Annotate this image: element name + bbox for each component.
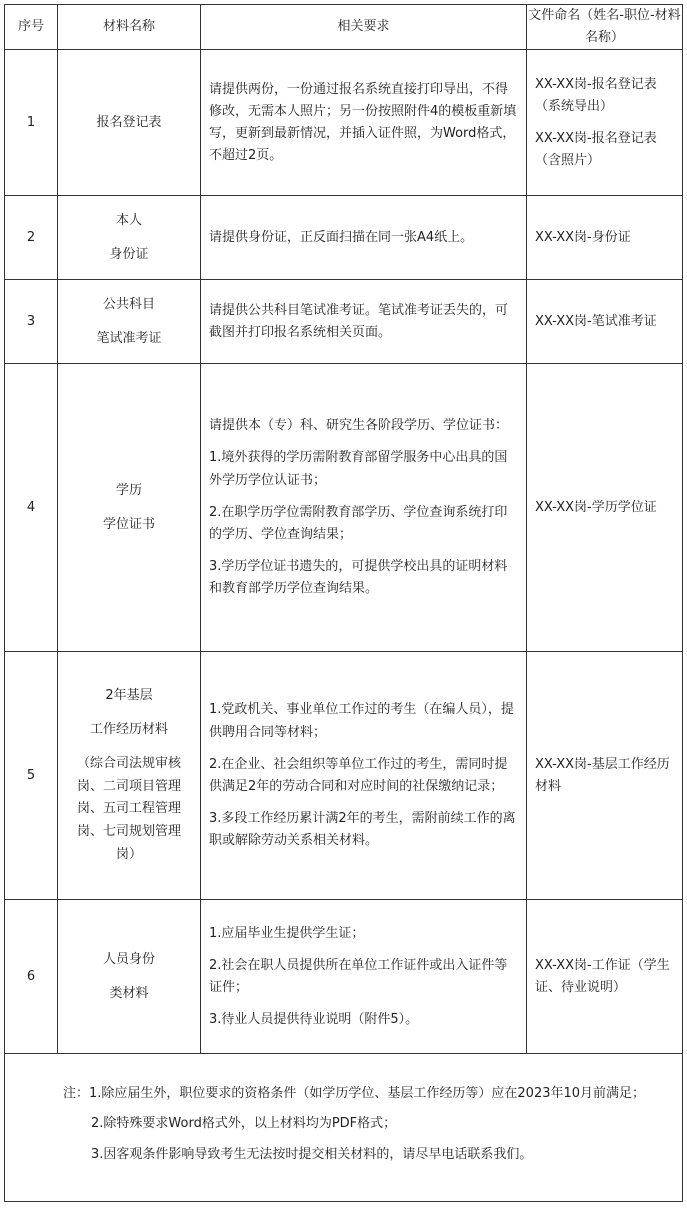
- file-name-text: XX-XX岗-报名登记表（含照片）: [535, 130, 657, 168]
- file-name-text: XX-XX岗-学历学位证: [535, 499, 657, 515]
- header-req: 相关要求: [201, 5, 527, 50]
- notes-row: [5, 1054, 683, 1202]
- file-name-text: XX-XX岗-工作证（学生证、待业说明）: [535, 957, 670, 995]
- file-naming-cell: [527, 50, 683, 196]
- row-number: 2: [5, 196, 58, 280]
- note-text: 注：1.除应届生外，职位要求的资格条件（如学历学位、基层工作经历等）应在2023年10月前满足；: [63, 1085, 646, 1101]
- table-row: [5, 50, 683, 196]
- requirement-cell: [201, 196, 527, 280]
- header-seq: 序号: [5, 5, 58, 50]
- requirement-text: 1.境外获得的学历需附教育部留学服务中心出具的国外学历学位认证书；: [209, 450, 508, 488]
- table-row: [5, 652, 683, 900]
- requirement-text: 请提供身份证，正反面扫描在同一张A4纸上。: [209, 229, 474, 245]
- row-number: 5: [5, 652, 58, 900]
- material-name-line: 报名登记表: [96, 114, 162, 130]
- requirement-cell: [201, 652, 527, 900]
- note-text: 2.除特殊要求Word格式外，以上材料均为PDF格式；: [91, 1116, 397, 1132]
- material-name: [58, 652, 201, 900]
- file-naming-cell: [527, 364, 683, 652]
- requirement-cell: [201, 50, 527, 196]
- material-name-line: 学位证书: [102, 516, 155, 532]
- requirement-text: 2.在职学历学位需附教育部学历、学位查询系统打印的学历、学位查询结果；: [209, 504, 508, 542]
- material-name-line: 工作经历材料: [89, 721, 168, 737]
- file-name-text: XX-XX岗-基层工作经历材料: [535, 756, 670, 794]
- material-name-line: 2年基层: [105, 687, 153, 703]
- material-name: [58, 364, 201, 652]
- material-name: [58, 280, 201, 364]
- row-number: 4: [5, 364, 58, 652]
- table-row: [5, 196, 683, 280]
- material-name-line: 身份证: [109, 246, 149, 262]
- row-number: 1: [5, 50, 58, 196]
- table-row: [5, 900, 683, 1054]
- header-file: 文件命名（姓名-职位-材料名称）: [527, 5, 683, 50]
- header-name: 材料名称: [58, 5, 201, 50]
- requirement-text: 请提供本（专）科、研究生各阶段学历、学位证书：: [209, 418, 509, 434]
- requirement-text: 请提供公共科目笔试准考证。笔试准考证丢失的，可截图并打印报名系统相关页面。: [209, 302, 509, 340]
- requirement-text: 2.社会在职人员提供所在单位工作证件或出入证件等证件；: [209, 957, 508, 995]
- material-name: [58, 900, 201, 1054]
- file-naming-cell: [527, 652, 683, 900]
- material-name-line: 公共科目: [102, 296, 155, 312]
- material-name-line: 笔试准考证: [96, 330, 162, 346]
- table-header-row: [5, 5, 683, 50]
- material-name-line: 学历: [115, 482, 142, 498]
- file-naming-cell: [527, 196, 683, 280]
- requirement-cell: [201, 900, 527, 1054]
- material-name-note: （综合司法规审核岗、二司项目管理岗、五司工程管理岗、七司规划管理岗）: [76, 755, 181, 862]
- file-naming-cell: [527, 900, 683, 1054]
- requirement-text: 1.党政机关、事业单位工作过的考生（在编人员），提供聘用合同等材料；: [209, 702, 514, 740]
- row-number: 3: [5, 280, 58, 364]
- table-row: [5, 364, 683, 652]
- file-name-text: XX-XX岗-笔试准考证: [535, 313, 657, 329]
- requirement-text: 3.学历学位证书遗失的，可提供学校出具的证明材料和教育部学历学位查询结果。: [209, 558, 508, 596]
- material-name-line: 本人: [115, 212, 142, 228]
- material-name: [58, 50, 201, 196]
- file-name-text: XX-XX岗-身份证: [535, 229, 631, 245]
- material-name: [58, 196, 201, 280]
- materials-table: [4, 4, 683, 1202]
- row-number: 6: [5, 900, 58, 1054]
- note-text: 3.因客观条件影响导致考生无法按时提交相关材料的，请尽早电话联系我们。: [91, 1146, 533, 1162]
- requirement-text: 3.待业人员提供待业说明（附件5）。: [209, 1011, 419, 1027]
- requirement-text: 3.多段工作经历累计满2年的考生，需附前续工作的离职或解除劳动关系相关材料。: [209, 810, 516, 848]
- requirement-cell: [201, 280, 527, 364]
- file-name-text: XX-XX岗-报名登记表（系统导出）: [535, 76, 657, 114]
- notes-cell: [5, 1054, 683, 1202]
- table-row: [5, 280, 683, 364]
- requirement-text: 请提供两份，一份通过报名系统直接打印导出，不得修改，无需本人照片；另一份按照附件4的模板重新填写，更新到最新情况，并插入证件照，为Word格式，不超过2页。: [209, 81, 517, 163]
- requirement-cell: [201, 364, 527, 652]
- requirement-text: 1.应届毕业生提供学生证；: [209, 925, 365, 941]
- requirement-text: 2.在企业、社会组织等单位工作过的考生，需同时提供满足2年的劳动合同和对应时间的社保缴纳记录；: [209, 756, 508, 794]
- material-name-line: 人员身份: [102, 951, 155, 967]
- material-name-line: 类材料: [109, 985, 149, 1001]
- file-naming-cell: [527, 280, 683, 364]
